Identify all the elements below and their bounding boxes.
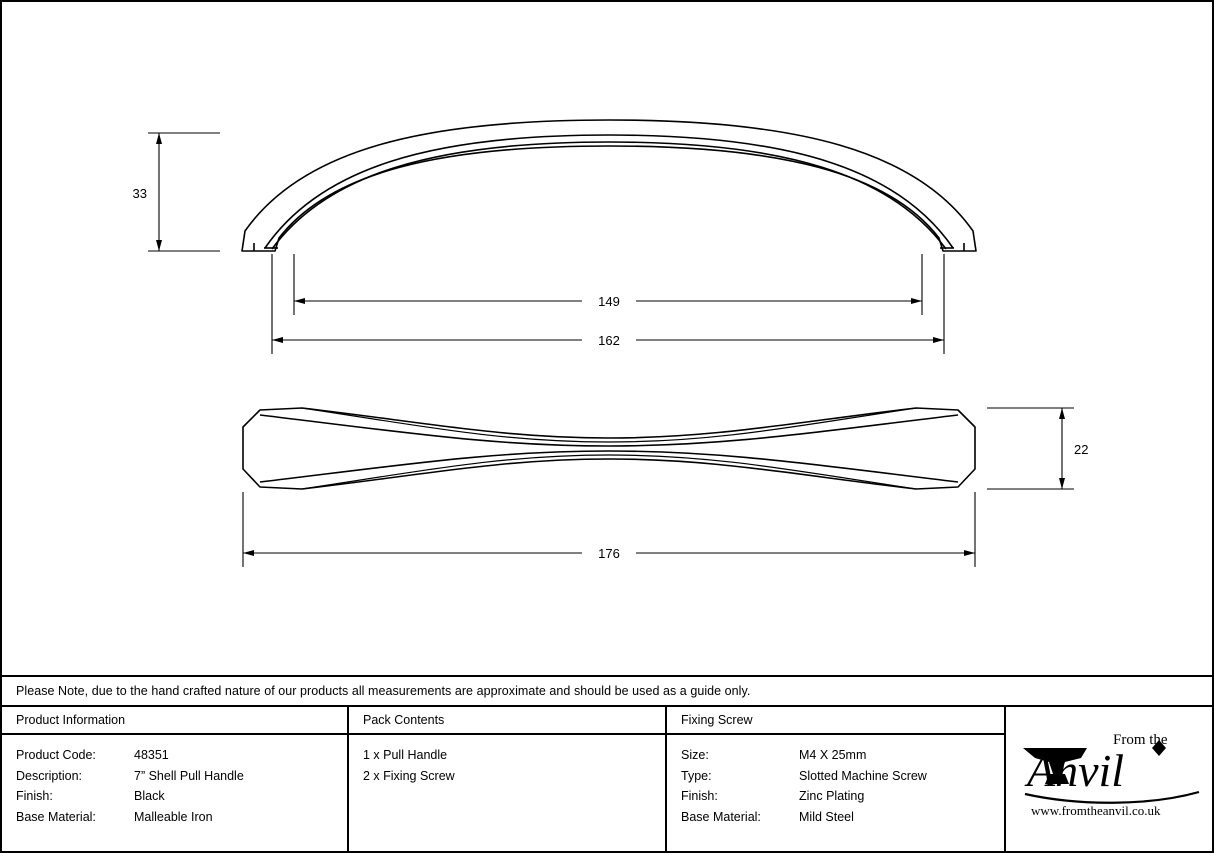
product-code-label: Product Code: [16, 748, 96, 762]
screw-finish-row [681, 786, 1004, 807]
screw-base-material-label: Base Material: [681, 809, 761, 824]
logo-url: www.fromtheanvil.co.uk [1031, 803, 1161, 818]
measurement-note-row [2, 675, 1212, 707]
screw-finish-label: Finish: [681, 789, 718, 803]
fixing-screw-column [667, 707, 1006, 851]
product-information-column [2, 707, 349, 851]
screw-type-value: Slotted Machine Screw [799, 768, 927, 783]
pack-contents-column [349, 707, 667, 851]
finish-value: Black [134, 789, 165, 803]
product-information-heading: Product Information [2, 707, 347, 735]
dim-width-front: 162 [598, 333, 620, 348]
product-information-body [2, 735, 347, 827]
finish-row [16, 786, 347, 807]
screw-size-label: Size: [681, 748, 709, 762]
screw-type-label: Type: [681, 768, 712, 783]
dim-height-front: 33 [132, 186, 147, 201]
measurement-note: Please Note, due to the hand crafted nature of our products all measurements are approximate and should be used as a guide only. [16, 684, 751, 698]
info-table [2, 707, 1212, 851]
screw-type-row [681, 766, 1004, 787]
screw-base-material-value: Mild Steel [799, 809, 854, 824]
pack-contents-body [349, 735, 665, 786]
screw-size-value: M4 X 25mm [799, 748, 867, 762]
product-code-value: 48351 [134, 748, 169, 762]
logo-brand: Anvil [1027, 745, 1125, 796]
finish-label: Finish: [16, 789, 53, 803]
base-material-label: Base Material: [16, 809, 96, 824]
dim-centres: 149 [598, 294, 620, 309]
description-value: 7” Shell Pull Handle [134, 768, 244, 783]
logo-top-line: From the [1113, 732, 1168, 748]
description-label: Description: [16, 768, 82, 783]
pack-contents-heading: Pack Contents [349, 707, 665, 735]
product-code-row [16, 745, 347, 766]
dim-depth-plan: 22 [1074, 442, 1089, 457]
screw-finish-value: Zinc Plating [799, 789, 865, 803]
drawing-area [2, 2, 1214, 675]
logo-column [1006, 707, 1212, 851]
description-row [16, 766, 347, 787]
base-material-value: Malleable Iron [134, 809, 213, 824]
dim-width-plan: 176 [598, 546, 620, 561]
from-the-anvil-logo [1006, 707, 1212, 851]
screw-base-material-row [681, 807, 1004, 828]
pack-contents-item: 1 x Pull Handle [363, 748, 448, 762]
fixing-screw-body [667, 735, 1004, 827]
screw-size-row [681, 745, 1004, 766]
base-material-row [16, 807, 347, 828]
pack-contents-item: 2 x Fixing Screw [363, 768, 455, 783]
fixing-screw-heading: Fixing Screw [667, 707, 1004, 735]
